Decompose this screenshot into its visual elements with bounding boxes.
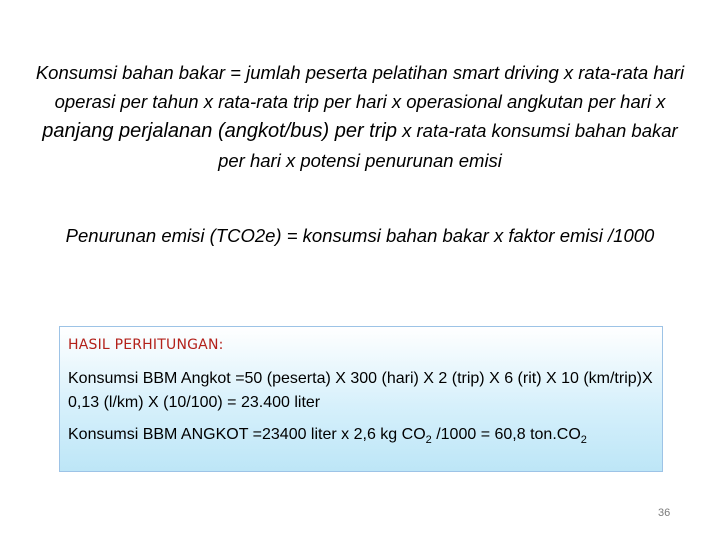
- co2-subscript-b: 2: [580, 434, 587, 447]
- page-number: 36: [658, 507, 671, 519]
- result-line-2-part-a: Konsumsi BBM ANGKOT =23400 liter x 2,6 kg CO: [68, 426, 426, 443]
- formula-text-part-a: Konsumsi bahan bakar = jumlah peserta pelatihan smart driving x rata-rata hari operasi per tahun x rata-rata trip per hari x operasional angkutan per hari x: [35, 62, 685, 112]
- result-line-emission: [68, 423, 654, 447]
- co2-subscript-a: 2: [425, 434, 432, 447]
- emission-reduction-formula: Penurunan emisi (TCO2e) = konsumsi bahan bakar x faktor emisi /1000: [65, 225, 655, 246]
- formula-text-part-b: panjang perjalanan (angkot/bus) per trip: [42, 120, 397, 142]
- fuel-consumption-formula: [30, 58, 690, 175]
- result-line-fuel: Konsumsi BBM Angkot =50 (peserta) X 300 (hari) X 2 (trip) X 6 (rit) X 10 (km/trip)X 0,13 (l/km) X (10/100) = 23.400 liter: [68, 370, 653, 411]
- formula-text-part-c: x rata-rata konsumsi bahan bakar per hari x potensi penurunan emisi: [218, 120, 678, 171]
- calculation-result-box: [59, 326, 663, 472]
- result-line-2-part-b: /1000 = 60,8 ton.CO: [431, 426, 581, 443]
- result-heading: HASIL PERHITUNGAN:: [68, 337, 224, 353]
